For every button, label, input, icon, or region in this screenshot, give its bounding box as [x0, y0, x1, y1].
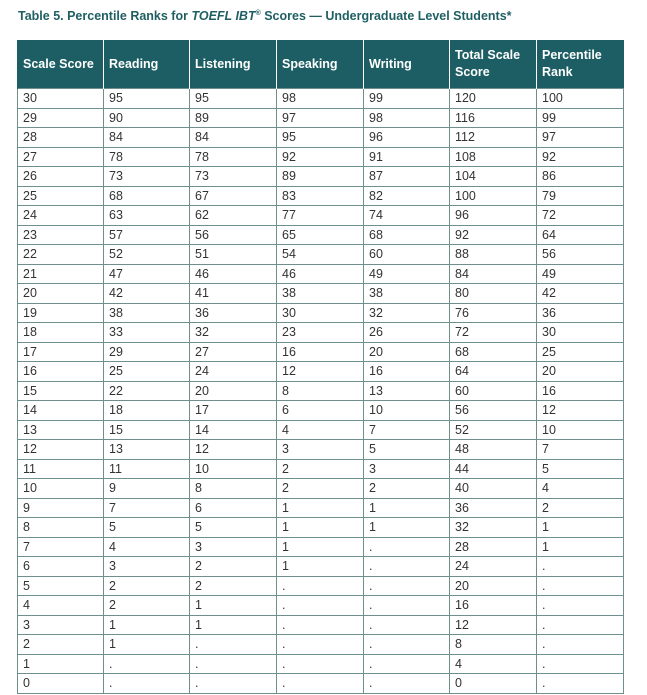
cell-percentile-rank: 64	[537, 225, 624, 245]
cell-writing: .	[364, 557, 450, 577]
cell-total-scale-score: 16	[450, 596, 537, 616]
cell-reading: 95	[104, 89, 190, 109]
cell-scale-score: 27	[18, 147, 104, 167]
cell-listening: 24	[190, 362, 277, 382]
header-reading: Reading	[104, 40, 190, 89]
header-total-scale-score: Total Scale Score	[450, 40, 537, 89]
table-row	[18, 108, 624, 128]
cell-percentile-rank: 30	[537, 323, 624, 343]
cell-writing: 16	[364, 362, 450, 382]
cell-reading: 3	[104, 557, 190, 577]
cell-percentile-rank: 16	[537, 381, 624, 401]
cell-reading: 42	[104, 284, 190, 304]
cell-reading: 22	[104, 381, 190, 401]
cell-percentile-rank: 10	[537, 420, 624, 440]
cell-listening: 67	[190, 186, 277, 206]
cell-percentile-rank: .	[537, 674, 624, 694]
cell-reading: .	[104, 674, 190, 694]
cell-total-scale-score: 96	[450, 206, 537, 226]
table-row	[18, 206, 624, 226]
cell-writing: 99	[364, 89, 450, 109]
cell-total-scale-score: 104	[450, 167, 537, 187]
cell-speaking: 65	[277, 225, 364, 245]
cell-scale-score: 15	[18, 381, 104, 401]
cell-reading: .	[104, 654, 190, 674]
cell-scale-score: 6	[18, 557, 104, 577]
cell-percentile-rank: 42	[537, 284, 624, 304]
cell-total-scale-score: 20	[450, 576, 537, 596]
cell-percentile-rank: 36	[537, 303, 624, 323]
cell-scale-score: 26	[18, 167, 104, 187]
cell-listening: 1	[190, 596, 277, 616]
cell-writing: 2	[364, 479, 450, 499]
cell-speaking: .	[277, 576, 364, 596]
cell-listening: 32	[190, 323, 277, 343]
cell-listening: 2	[190, 576, 277, 596]
cell-total-scale-score: 48	[450, 440, 537, 460]
cell-listening: .	[190, 674, 277, 694]
cell-writing: .	[364, 654, 450, 674]
cell-speaking: 98	[277, 89, 364, 109]
cell-scale-score: 22	[18, 245, 104, 265]
cell-speaking: .	[277, 674, 364, 694]
cell-speaking: 4	[277, 420, 364, 440]
cell-percentile-rank: 49	[537, 264, 624, 284]
cell-speaking: 1	[277, 498, 364, 518]
cell-total-scale-score: 12	[450, 615, 537, 635]
table-row	[18, 264, 624, 284]
cell-total-scale-score: 24	[450, 557, 537, 577]
cell-writing: .	[364, 596, 450, 616]
caption-suffix: Scores — Undergraduate Level Students*	[260, 9, 512, 23]
cell-writing: 26	[364, 323, 450, 343]
cell-speaking: 92	[277, 147, 364, 167]
cell-reading: 52	[104, 245, 190, 265]
cell-writing: .	[364, 537, 450, 557]
cell-reading: 2	[104, 576, 190, 596]
cell-percentile-rank: 5	[537, 459, 624, 479]
cell-percentile-rank: 99	[537, 108, 624, 128]
cell-reading: 7	[104, 498, 190, 518]
cell-scale-score: 19	[18, 303, 104, 323]
cell-scale-score: 7	[18, 537, 104, 557]
cell-scale-score: 17	[18, 342, 104, 362]
header-row	[18, 40, 624, 89]
cell-writing: 1	[364, 518, 450, 538]
cell-reading: 33	[104, 323, 190, 343]
cell-reading: 73	[104, 167, 190, 187]
caption-italic: TOEFL IBT	[191, 9, 256, 23]
cell-scale-score: 16	[18, 362, 104, 382]
cell-listening: 5	[190, 518, 277, 538]
cell-speaking: .	[277, 654, 364, 674]
cell-scale-score: 20	[18, 284, 104, 304]
cell-listening: 17	[190, 401, 277, 421]
table-row	[18, 342, 624, 362]
cell-writing: 13	[364, 381, 450, 401]
table-row	[18, 674, 624, 694]
table-row	[18, 128, 624, 148]
cell-reading: 11	[104, 459, 190, 479]
table-row	[18, 440, 624, 460]
cell-reading: 90	[104, 108, 190, 128]
cell-scale-score: 24	[18, 206, 104, 226]
cell-total-scale-score: 28	[450, 537, 537, 557]
cell-listening: 62	[190, 206, 277, 226]
cell-writing: 10	[364, 401, 450, 421]
cell-writing: .	[364, 576, 450, 596]
cell-writing: 1	[364, 498, 450, 518]
cell-reading: 5	[104, 518, 190, 538]
cell-scale-score: 8	[18, 518, 104, 538]
cell-reading: 25	[104, 362, 190, 382]
cell-writing: 5	[364, 440, 450, 460]
cell-scale-score: 23	[18, 225, 104, 245]
cell-scale-score: 1	[18, 654, 104, 674]
table-row	[18, 537, 624, 557]
header-speaking: Speaking	[277, 40, 364, 89]
cell-speaking: 38	[277, 284, 364, 304]
cell-scale-score: 21	[18, 264, 104, 284]
table-row	[18, 167, 624, 187]
cell-total-scale-score: 32	[450, 518, 537, 538]
cell-percentile-rank: .	[537, 635, 624, 655]
cell-reading: 78	[104, 147, 190, 167]
cell-total-scale-score: 112	[450, 128, 537, 148]
cell-listening: 8	[190, 479, 277, 499]
cell-speaking: 46	[277, 264, 364, 284]
cell-percentile-rank: 86	[537, 167, 624, 187]
cell-reading: 4	[104, 537, 190, 557]
cell-speaking: 1	[277, 518, 364, 538]
table-row	[18, 557, 624, 577]
cell-listening: 1	[190, 615, 277, 635]
table-row	[18, 284, 624, 304]
cell-scale-score: 2	[18, 635, 104, 655]
cell-speaking: 2	[277, 479, 364, 499]
cell-speaking: 95	[277, 128, 364, 148]
cell-reading: 9	[104, 479, 190, 499]
table-body	[18, 89, 624, 694]
table-row	[18, 596, 624, 616]
cell-total-scale-score: 92	[450, 225, 537, 245]
cell-writing: 87	[364, 167, 450, 187]
cell-reading: 57	[104, 225, 190, 245]
cell-scale-score: 0	[18, 674, 104, 694]
table-row	[18, 362, 624, 382]
table-row	[18, 615, 624, 635]
cell-percentile-rank: .	[537, 615, 624, 635]
cell-total-scale-score: 100	[450, 186, 537, 206]
cell-speaking: 54	[277, 245, 364, 265]
cell-total-scale-score: 56	[450, 401, 537, 421]
cell-reading: 2	[104, 596, 190, 616]
cell-percentile-rank: 4	[537, 479, 624, 499]
table-row	[18, 245, 624, 265]
cell-listening: 27	[190, 342, 277, 362]
cell-total-scale-score: 72	[450, 323, 537, 343]
cell-scale-score: 18	[18, 323, 104, 343]
cell-percentile-rank: 100	[537, 89, 624, 109]
cell-reading: 38	[104, 303, 190, 323]
cell-speaking: 16	[277, 342, 364, 362]
cell-percentile-rank: 7	[537, 440, 624, 460]
table-row	[18, 401, 624, 421]
cell-speaking: 3	[277, 440, 364, 460]
cell-percentile-rank: .	[537, 654, 624, 674]
cell-listening: 41	[190, 284, 277, 304]
cell-listening: 2	[190, 557, 277, 577]
caption-prefix: Table 5. Percentile Ranks for	[18, 9, 192, 23]
cell-percentile-rank: 25	[537, 342, 624, 362]
cell-writing: 49	[364, 264, 450, 284]
table-row	[18, 323, 624, 343]
cell-reading: 18	[104, 401, 190, 421]
cell-writing: 98	[364, 108, 450, 128]
cell-reading: 15	[104, 420, 190, 440]
cell-speaking: 83	[277, 186, 364, 206]
cell-writing: .	[364, 615, 450, 635]
cell-percentile-rank: 12	[537, 401, 624, 421]
cell-listening: 84	[190, 128, 277, 148]
cell-total-scale-score: 88	[450, 245, 537, 265]
cell-percentile-rank: 92	[537, 147, 624, 167]
cell-scale-score: 5	[18, 576, 104, 596]
cell-percentile-rank: 56	[537, 245, 624, 265]
cell-total-scale-score: 44	[450, 459, 537, 479]
cell-total-scale-score: 4	[450, 654, 537, 674]
cell-percentile-rank: 72	[537, 206, 624, 226]
cell-writing: 3	[364, 459, 450, 479]
cell-percentile-rank: 1	[537, 537, 624, 557]
cell-speaking: 1	[277, 557, 364, 577]
cell-speaking: 8	[277, 381, 364, 401]
cell-scale-score: 3	[18, 615, 104, 635]
cell-total-scale-score: 60	[450, 381, 537, 401]
cell-writing: 7	[364, 420, 450, 440]
table-row	[18, 635, 624, 655]
cell-percentile-rank: 1	[537, 518, 624, 538]
cell-scale-score: 14	[18, 401, 104, 421]
cell-total-scale-score: 36	[450, 498, 537, 518]
cell-scale-score: 28	[18, 128, 104, 148]
header-listening: Listening	[190, 40, 277, 89]
cell-reading: 63	[104, 206, 190, 226]
cell-percentile-rank: .	[537, 596, 624, 616]
cell-writing: 82	[364, 186, 450, 206]
cell-listening: 95	[190, 89, 277, 109]
cell-speaking: .	[277, 615, 364, 635]
table-row	[18, 225, 624, 245]
cell-total-scale-score: 116	[450, 108, 537, 128]
cell-listening: 3	[190, 537, 277, 557]
cell-total-scale-score: 52	[450, 420, 537, 440]
cell-listening: 56	[190, 225, 277, 245]
cell-reading: 1	[104, 615, 190, 635]
cell-scale-score: 10	[18, 479, 104, 499]
cell-speaking: 6	[277, 401, 364, 421]
cell-total-scale-score: 120	[450, 89, 537, 109]
cell-listening: .	[190, 635, 277, 655]
cell-writing: 38	[364, 284, 450, 304]
cell-percentile-rank: 97	[537, 128, 624, 148]
cell-listening: 78	[190, 147, 277, 167]
cell-percentile-rank: 20	[537, 362, 624, 382]
cell-listening: 6	[190, 498, 277, 518]
table-row	[18, 459, 624, 479]
cell-scale-score: 30	[18, 89, 104, 109]
cell-speaking: .	[277, 635, 364, 655]
cell-reading: 13	[104, 440, 190, 460]
table-row	[18, 498, 624, 518]
cell-reading: 84	[104, 128, 190, 148]
table-row	[18, 89, 624, 109]
table-row	[18, 518, 624, 538]
header-scale-score: Scale Score	[18, 40, 104, 89]
cell-reading: 29	[104, 342, 190, 362]
cell-speaking: 12	[277, 362, 364, 382]
table-row	[18, 479, 624, 499]
cell-writing: .	[364, 635, 450, 655]
cell-writing: 60	[364, 245, 450, 265]
cell-speaking: 97	[277, 108, 364, 128]
cell-reading: 68	[104, 186, 190, 206]
table-row	[18, 147, 624, 167]
cell-percentile-rank: .	[537, 576, 624, 596]
table-row	[18, 303, 624, 323]
cell-writing: 32	[364, 303, 450, 323]
cell-speaking: 77	[277, 206, 364, 226]
cell-percentile-rank: .	[537, 557, 624, 577]
table-row	[18, 654, 624, 674]
table-row	[18, 381, 624, 401]
cell-scale-score: 9	[18, 498, 104, 518]
cell-scale-score: 12	[18, 440, 104, 460]
cell-total-scale-score: 108	[450, 147, 537, 167]
cell-total-scale-score: 0	[450, 674, 537, 694]
cell-listening: 73	[190, 167, 277, 187]
cell-writing: .	[364, 674, 450, 694]
cell-percentile-rank: 79	[537, 186, 624, 206]
cell-total-scale-score: 80	[450, 284, 537, 304]
cell-reading: 1	[104, 635, 190, 655]
header-writing: Writing	[364, 40, 450, 89]
percentile-table	[17, 40, 624, 694]
table-row	[18, 420, 624, 440]
cell-listening: 10	[190, 459, 277, 479]
cell-writing: 74	[364, 206, 450, 226]
cell-total-scale-score: 8	[450, 635, 537, 655]
cell-speaking: 2	[277, 459, 364, 479]
cell-speaking: 30	[277, 303, 364, 323]
cell-scale-score: 25	[18, 186, 104, 206]
cell-scale-score: 4	[18, 596, 104, 616]
cell-total-scale-score: 76	[450, 303, 537, 323]
cell-speaking: 89	[277, 167, 364, 187]
cell-total-scale-score: 68	[450, 342, 537, 362]
cell-listening: 14	[190, 420, 277, 440]
cell-reading: 47	[104, 264, 190, 284]
cell-listening: 51	[190, 245, 277, 265]
table-caption	[18, 9, 512, 23]
cell-speaking: 1	[277, 537, 364, 557]
table-row	[18, 576, 624, 596]
cell-listening: .	[190, 654, 277, 674]
caption-registered: ®	[255, 9, 261, 17]
cell-scale-score: 11	[18, 459, 104, 479]
table-row	[18, 186, 624, 206]
cell-writing: 68	[364, 225, 450, 245]
cell-writing: 91	[364, 147, 450, 167]
cell-percentile-rank: 2	[537, 498, 624, 518]
cell-listening: 36	[190, 303, 277, 323]
cell-writing: 96	[364, 128, 450, 148]
cell-listening: 89	[190, 108, 277, 128]
cell-speaking: .	[277, 596, 364, 616]
cell-speaking: 23	[277, 323, 364, 343]
cell-listening: 46	[190, 264, 277, 284]
cell-total-scale-score: 64	[450, 362, 537, 382]
cell-writing: 20	[364, 342, 450, 362]
cell-scale-score: 29	[18, 108, 104, 128]
cell-listening: 12	[190, 440, 277, 460]
cell-total-scale-score: 84	[450, 264, 537, 284]
cell-scale-score: 13	[18, 420, 104, 440]
cell-total-scale-score: 40	[450, 479, 537, 499]
header-percentile-rank: Percentile Rank	[537, 40, 624, 89]
cell-listening: 20	[190, 381, 277, 401]
